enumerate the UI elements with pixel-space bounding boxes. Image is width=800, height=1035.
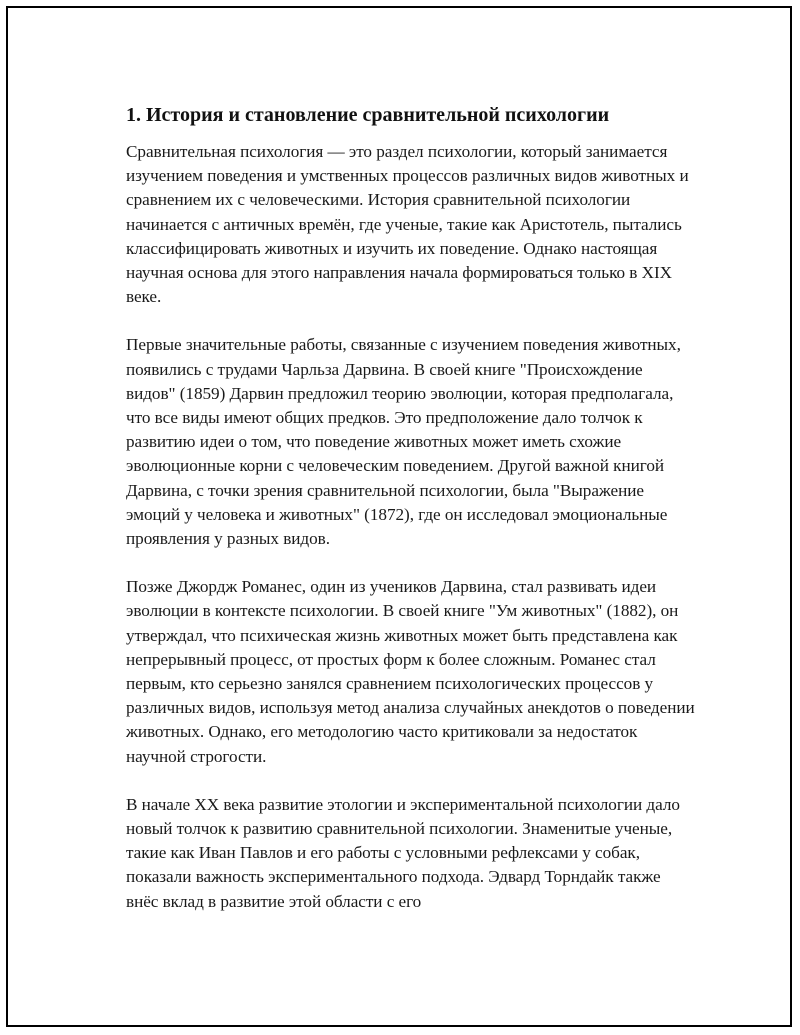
paragraph-twentieth-century: В начале XX века развитие этологии и экспериментальной психологии дало новый толчок к развитию сравнительной психологии. Знаменитые ученые, такие как Иван Павлов и его работы с условными рефлексами у собак, показали важность экспериментального подхода. Эдвард Торндайк также внёс вклад в развитие этой области с его [126, 794, 680, 911]
paragraph-romanes: Позже Джордж Романес, один из учеников Дарвина, стал развивать идеи эволюции в контексте психологии. В своей книге "Ум животных" (1882), он утверждал, что психическая жизнь животных может быть представлена как непрерывный процесс, от простых форм к более сложным. Романес стал первым, кто серьезно занялся сравнением психологических процессов у различных видов, используя метод анализа случайных анекдотов о поведении животных. Однако, его методологию часто критиковали за недостаток научной строгости. [126, 577, 695, 766]
paragraph-darwin: Первые значительные работы, связанные с изучением поведения животных, появились с трудами Чарльза Дарвина. В своей книге "Происхождение видов" (1859) Дарвин предложил теорию эволюции, которая предполагала, что все виды имеют общих предков. Это предположение дало толчок к развитию идеи о том, что поведение животных может иметь схожие эволюционные корни с человеческим поведением. Другой важной книгой Дарвина, с точки зрения сравнительной психологии, была "Выражение эмоций у человека и животных" (1872), где он исследовал эмоциональные проявления у разных видов. [126, 335, 681, 549]
paragraph-intro: Сравнительная психология — это раздел психологии, который занимается изучением поведения и умственных процессов различных видов животных и сравнением их с человеческими. История сравнительной психологии начинается с античных времён, где ученые, такие как Аристотель, пытались классифицировать животных и изучить их поведение. Однако настоящая научная основа для этого направления начала формироваться только в XIX веке. [126, 142, 689, 307]
section-heading: 1. История и становление сравнительной психологии [126, 104, 610, 126]
document-body [126, 101, 696, 938]
page-frame [6, 6, 792, 1027]
